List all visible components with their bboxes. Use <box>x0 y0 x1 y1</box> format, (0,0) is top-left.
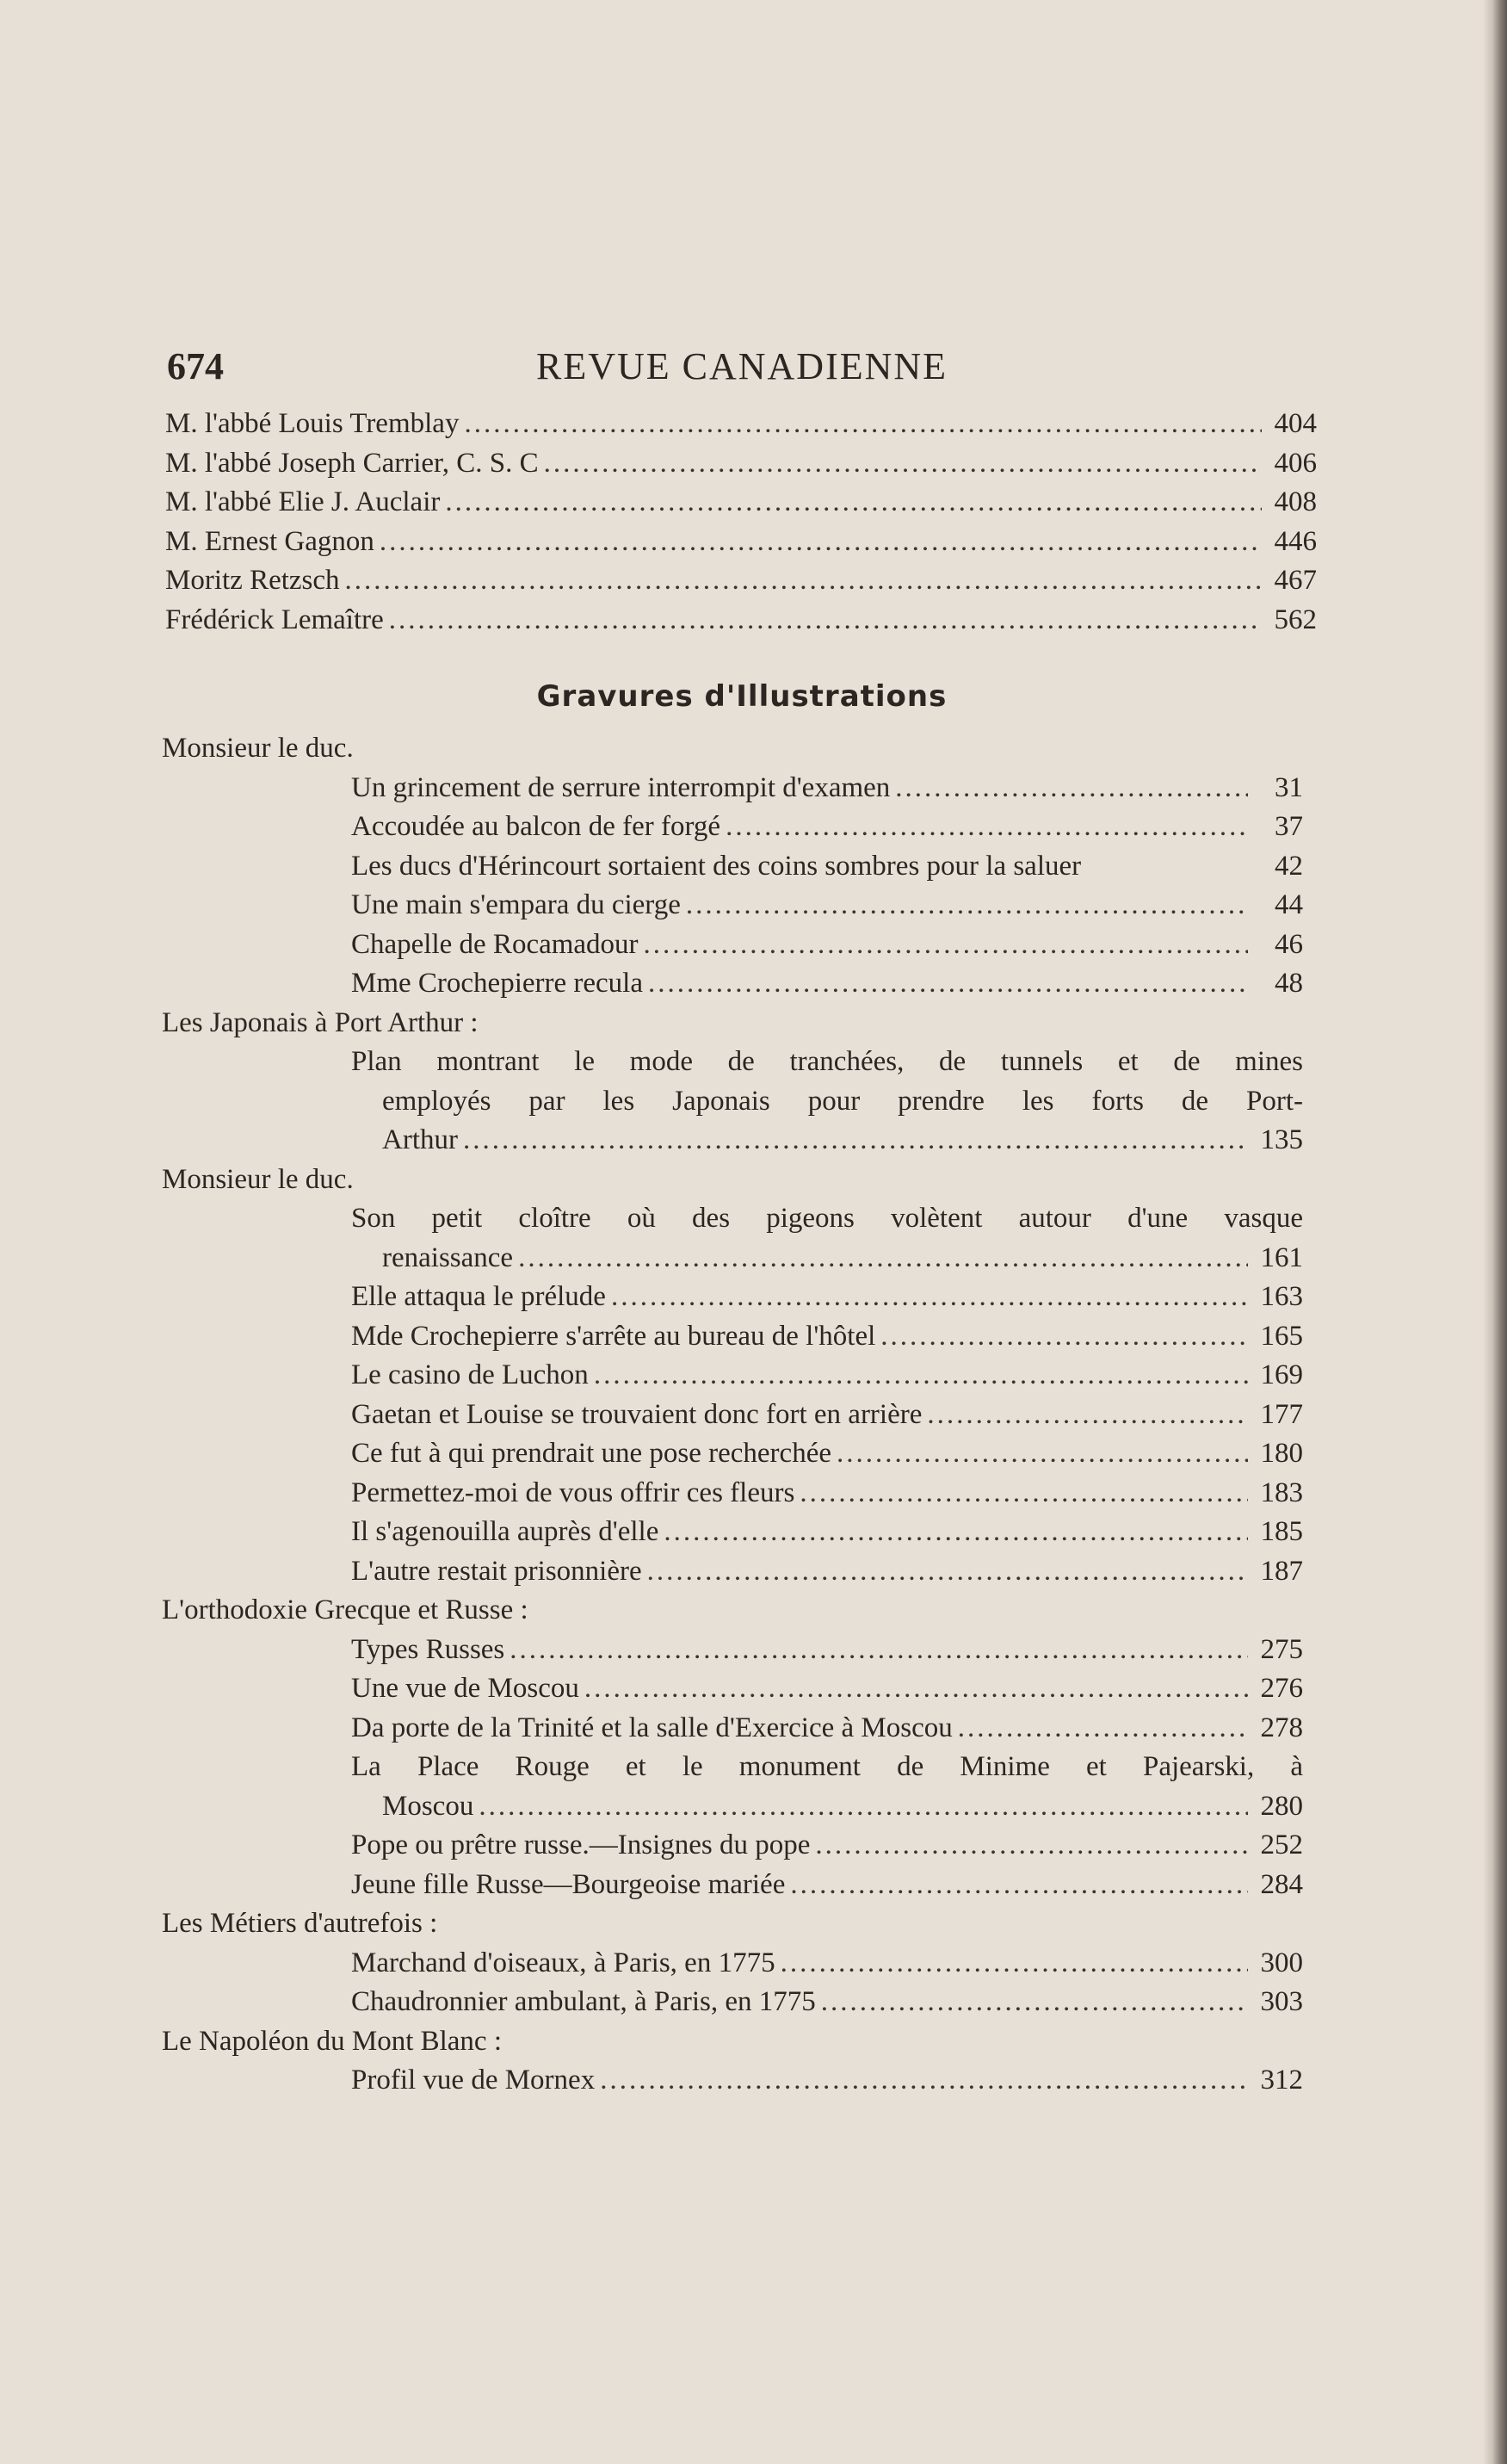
entry-label: M. l'abbé Elie J. Auclair <box>165 486 441 517</box>
page-reference: 183 <box>1260 1477 1303 1508</box>
dot-leader <box>594 1356 1248 1396</box>
toc-row <box>165 601 1317 641</box>
toc-row <box>165 523 1317 562</box>
toc-row <box>351 2061 1303 2101</box>
toc-row <box>165 444 1317 484</box>
toc-row <box>351 1552 1303 1592</box>
group-entries <box>351 769 1303 1004</box>
page-reference: 48 <box>1275 968 1303 999</box>
dot-leader <box>518 1239 1248 1278</box>
page-reference: 252 <box>1260 1829 1303 1860</box>
page-reference: 446 <box>1274 525 1317 557</box>
page-reference: 300 <box>1260 1947 1303 1978</box>
entry-label: Marchand d'oiseaux, à Paris, en 1775 <box>351 1947 775 1978</box>
toc-row <box>351 1826 1303 1866</box>
toc-row <box>351 1278 1303 1317</box>
group-heading: Les Japonais à Port Arthur : <box>162 1006 479 1038</box>
entry-label: L'autre restait prisonnière <box>351 1555 642 1587</box>
group-entries <box>351 1944 1303 2022</box>
section-title: Gravures d'Illustrations <box>536 679 948 714</box>
page-reference: 406 <box>1274 447 1317 479</box>
entry-label: renaissance <box>382 1241 514 1273</box>
page-reference: 165 <box>1260 1320 1303 1352</box>
toc-row <box>351 1317 1303 1357</box>
entry-label: M. l'abbé Joseph Carrier, C. S. C <box>165 447 539 479</box>
dot-leader <box>790 1866 1248 1905</box>
dot-leader <box>958 1709 1248 1749</box>
page-reference: 278 <box>1260 1712 1303 1743</box>
entry-label: Il s'agenouilla auprès d'elle <box>351 1516 659 1547</box>
entry-label: Gaetan et Louise se trouvaient donc fort en arrière <box>351 1398 923 1430</box>
page-reference: 185 <box>1260 1516 1303 1547</box>
toc-row <box>165 561 1317 601</box>
dot-leader <box>479 1787 1248 1827</box>
entry-label: Da porte de la Trinité et la salle d'Exercice à Moscou <box>351 1712 953 1743</box>
toc-row <box>351 1474 1303 1514</box>
page-reference: 275 <box>1260 1633 1303 1665</box>
toc-row <box>351 808 1303 847</box>
toc-row <box>351 847 1303 887</box>
page-reference: 312 <box>1260 2065 1303 2096</box>
toc-row <box>351 1121 1303 1161</box>
page-reference: 31 <box>1275 771 1303 803</box>
entry-line: employés par les Japonais pour prendre les forts de Port- <box>382 1085 1303 1117</box>
dot-leader <box>389 601 1262 641</box>
entry-label: Une main s'empara du cierge <box>351 889 681 920</box>
entry-label: Moscou <box>382 1790 474 1822</box>
multi-line-entry <box>351 1748 1303 1826</box>
page-reference: 46 <box>1275 928 1303 960</box>
entry-label: Un grincement de serrure interrompit d'examen <box>351 771 891 803</box>
page-reference: 180 <box>1260 1438 1303 1469</box>
dot-leader <box>648 964 1248 1004</box>
page-reference: 276 <box>1260 1673 1303 1704</box>
group-heading: Monsieur le duc. <box>162 1163 354 1195</box>
entry-label: Accoudée au balcon de fer forgé <box>351 811 721 842</box>
running-title: REVUE CANADIENNE <box>535 345 948 387</box>
toc-row <box>351 1944 1303 1984</box>
dot-leader <box>726 808 1248 847</box>
toc-row <box>351 1709 1303 1749</box>
entry-label: Chapelle de Rocamadour <box>351 928 639 960</box>
page-reference: 163 <box>1260 1281 1303 1312</box>
entry-label: Types Russes <box>351 1633 505 1665</box>
toc-row <box>165 405 1317 444</box>
toc-row <box>351 886 1303 926</box>
multi-line-entry <box>351 1199 1303 1278</box>
page-reference: 135 <box>1260 1124 1303 1155</box>
page-reference: 467 <box>1274 565 1317 596</box>
group-heading: Monsieur le duc. <box>162 733 354 764</box>
toc-row <box>351 1983 1303 2022</box>
entry-label: M. l'abbé Louis Tremblay <box>165 408 460 439</box>
page-header <box>165 344 1319 405</box>
entry-label: Ce fut à qui prendrait une pose recherchée <box>351 1438 831 1469</box>
dot-leader <box>644 926 1248 965</box>
entry-line: La Place Rouge et le monument de Minime et Pajearski, à <box>351 1751 1303 1782</box>
dot-leader <box>821 1983 1248 2022</box>
entry-label: M. Ernest Gagnon <box>165 525 374 557</box>
toc-row <box>351 1356 1303 1396</box>
dot-leader <box>927 1396 1248 1435</box>
dot-leader <box>345 561 1262 601</box>
dot-leader <box>837 1434 1248 1474</box>
page-number: 674 <box>167 345 224 387</box>
page-reference: 562 <box>1274 604 1317 635</box>
entry-label: Mme Crochepierre recula <box>351 968 643 999</box>
toc-row <box>351 1631 1303 1670</box>
group-heading: L'orthodoxie Grecque et Russe : <box>162 1594 528 1625</box>
dot-leader <box>445 483 1262 523</box>
entry-label: Arthur <box>382 1124 458 1155</box>
entry-label: Pope ou prêtre russe.—Insignes du pope <box>351 1829 811 1860</box>
entry-line: Plan montrant le mode de tranchées, de tunnels et de mines <box>351 1046 1303 1077</box>
page-reference: 169 <box>1260 1359 1303 1390</box>
page-reference: 37 <box>1275 811 1303 842</box>
dot-leader <box>611 1278 1248 1317</box>
book-page <box>162 344 1319 2101</box>
illustration-groups <box>162 729 1319 2101</box>
toc-row <box>351 1787 1303 1827</box>
dot-leader <box>544 444 1262 484</box>
group-entries <box>351 2061 1303 2101</box>
toc-row <box>351 1239 1303 1278</box>
toc-row <box>351 926 1303 965</box>
page-reference: 408 <box>1274 486 1317 517</box>
dot-leader <box>510 1631 1248 1670</box>
entry-label: Les ducs d'Hérincourt sortaient des coins sombres pour la saluer <box>351 850 1082 882</box>
entry-label: Une vue de Moscou <box>351 1673 579 1704</box>
entry-label: Mde Crochepierre s'arrête au bureau de l'hôtel <box>351 1320 876 1352</box>
dot-leader <box>895 769 1248 808</box>
toc-row <box>351 1669 1303 1709</box>
dot-leader <box>815 1826 1248 1866</box>
toc-row <box>165 483 1317 523</box>
toc-row <box>351 1866 1303 1905</box>
toc-row <box>351 964 1303 1004</box>
page-reference: 161 <box>1260 1241 1303 1273</box>
page-reference: 187 <box>1260 1555 1303 1587</box>
dot-leader <box>647 1552 1248 1592</box>
dot-leader <box>800 1474 1248 1514</box>
page-reference: 177 <box>1260 1398 1303 1430</box>
toc-row <box>351 1434 1303 1474</box>
entry-label: Le casino de Luchon <box>351 1359 589 1390</box>
dot-leader <box>686 886 1248 926</box>
page-edge <box>1483 0 1507 2464</box>
page-reference: 42 <box>1275 850 1303 882</box>
toc-row <box>351 769 1303 808</box>
entry-label: Moritz Retzsch <box>165 565 340 596</box>
dot-leader <box>463 1121 1248 1161</box>
dot-leader <box>464 405 1262 444</box>
entry-label: Frédérick Lemaître <box>165 604 384 635</box>
entry-label: Jeune fille Russe—Bourgeoise mariée <box>351 1868 786 1900</box>
entry-line: Son petit cloître où des pigeons volètent autour d'une vasque <box>351 1203 1303 1234</box>
group-entries <box>351 1199 1303 1591</box>
dot-leader <box>781 1944 1248 1984</box>
dot-leader <box>584 1669 1248 1709</box>
group-entries <box>351 1631 1303 1905</box>
toc-row <box>351 1396 1303 1435</box>
page-reference: 284 <box>1260 1868 1303 1900</box>
dot-leader <box>380 523 1262 562</box>
group-entries <box>351 1043 1303 1161</box>
group-heading: Le Napoléon du Mont Blanc : <box>162 2025 503 2057</box>
entry-label: Profil vue de Mornex <box>351 2065 596 2096</box>
page-reference: 280 <box>1260 1790 1303 1822</box>
portrait-list <box>165 405 1319 640</box>
toc-row <box>351 1513 1303 1552</box>
entry-label: Chaudronnier ambulant, à Paris, en 1775 <box>351 1986 816 2017</box>
group-heading: Les Métiers d'autrefois : <box>162 1908 438 1939</box>
dot-leader <box>880 1317 1248 1357</box>
dot-leader <box>600 2061 1248 2101</box>
page-reference: 44 <box>1275 889 1303 920</box>
page-reference: 303 <box>1260 1986 1303 2017</box>
multi-line-entry <box>351 1043 1303 1161</box>
entry-label: Elle attaqua le prélude <box>351 1281 606 1312</box>
page-reference: 404 <box>1274 408 1317 439</box>
entry-label: Permettez-moi de vous offrir ces fleurs <box>351 1477 795 1508</box>
dot-leader <box>664 1513 1248 1552</box>
